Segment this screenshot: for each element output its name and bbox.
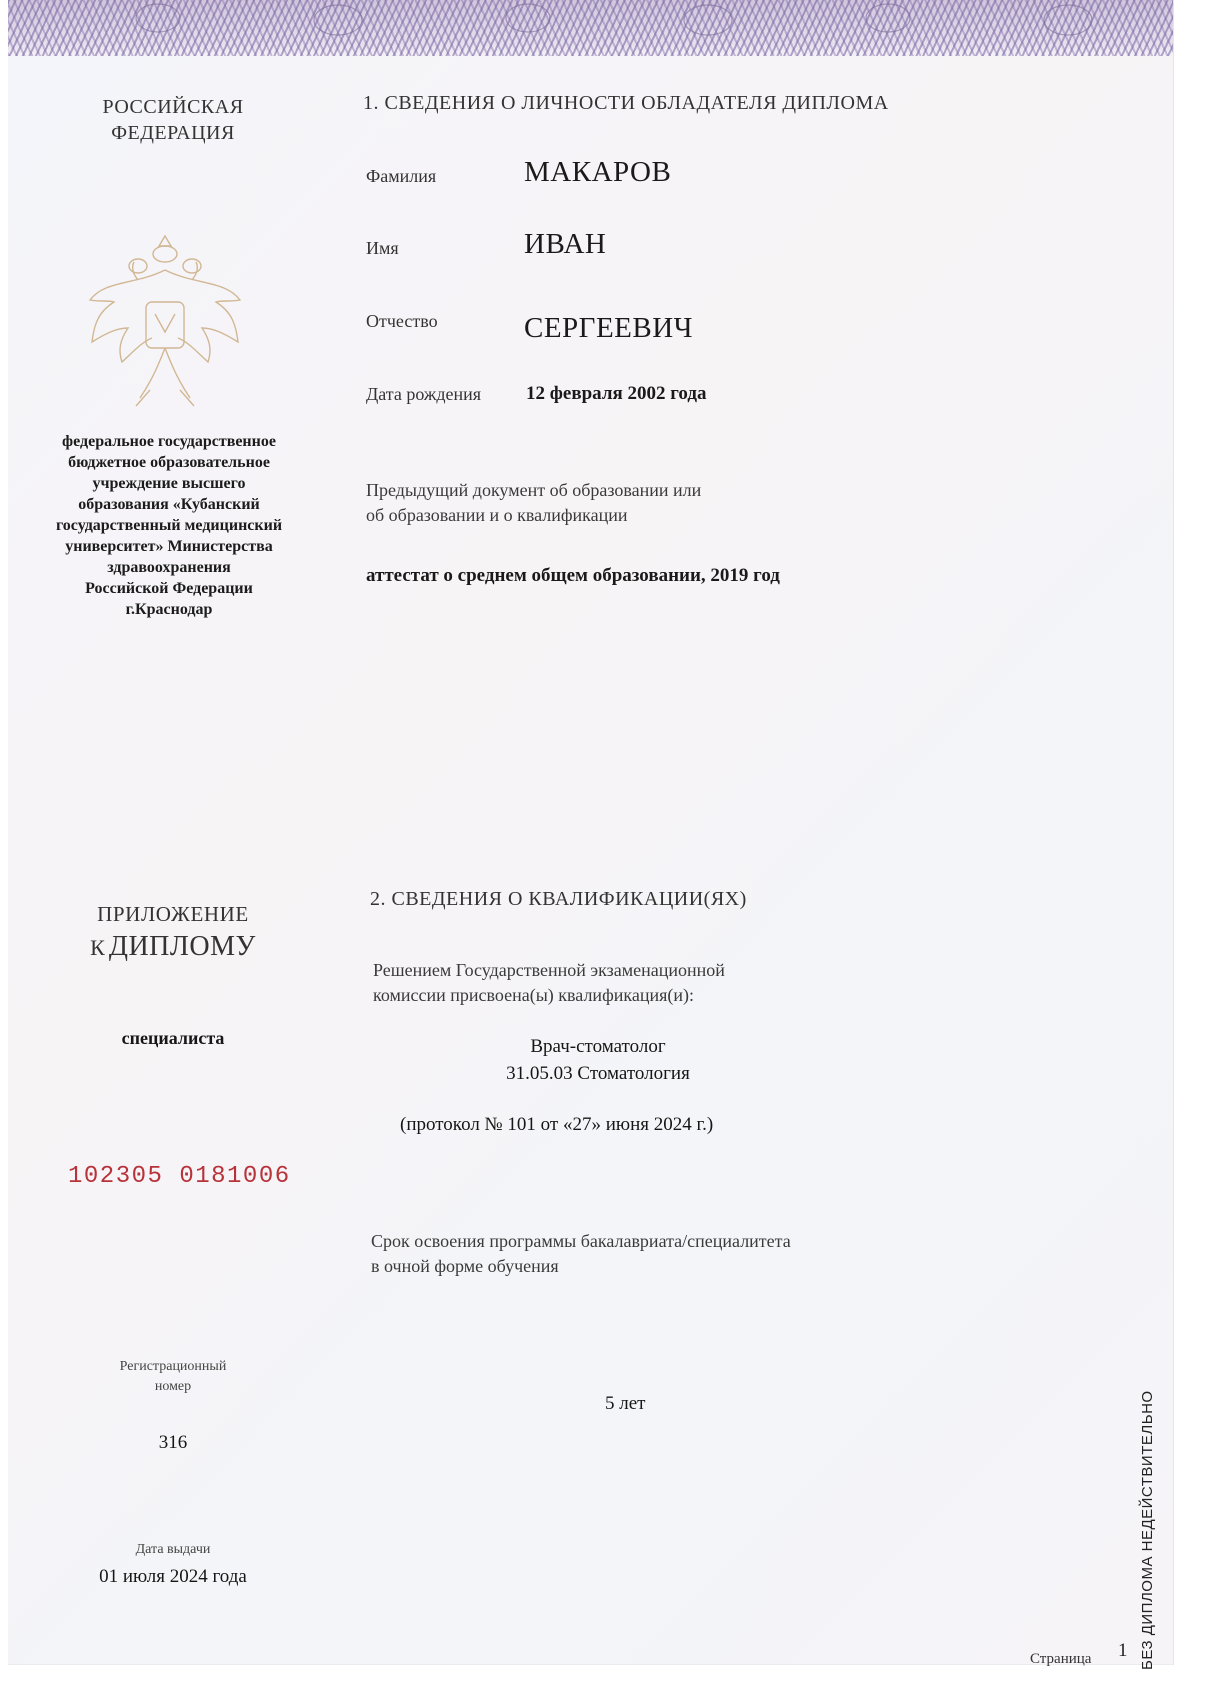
surname-label: Фамилия (366, 166, 437, 186)
specialty-value: 31.05.03 Стоматология (506, 1063, 690, 1084)
protocol-reference: (протокол № 101 от «27» июня 2024 г.) (400, 1114, 714, 1135)
name-label: Имя (366, 238, 399, 258)
study-term-label (371, 1229, 791, 1279)
page-label: Страница (1030, 1651, 1092, 1667)
russian-coat-of-arms-icon (80, 230, 250, 415)
issuing-organization (38, 431, 300, 620)
birth-date-label: Дата рождения (366, 384, 482, 404)
registration-label (68, 1357, 278, 1397)
registration-number: 316 (158, 1432, 188, 1453)
organization-line: здравоохранения (107, 559, 231, 576)
issue-date-value: 01 июля 2024 года (99, 1566, 247, 1587)
organization-line: федеральное государственное (62, 433, 276, 450)
study-term-label-line-2: в очной форме обучения (371, 1256, 559, 1276)
patronymic-value: СЕРГЕЕВИЧ (524, 312, 694, 344)
appendix-line-1: ПРИЛОЖЕНИЕ (97, 902, 249, 926)
registration-label-line-1: Регистрационный (119, 1359, 227, 1374)
page-number: 1 (1118, 1640, 1128, 1661)
qualification-block (338, 1033, 858, 1087)
organization-line: образования «Кубанский (78, 496, 260, 513)
degree-level: специалиста (121, 1028, 225, 1048)
study-duration-value: 5 лет (605, 1393, 646, 1414)
surname-value: МАКАРОВ (524, 156, 672, 188)
previous-document-label-line-2: об образовании и о квалификации (366, 505, 628, 525)
section-2-title: 2. СВЕДЕНИЯ О КВАЛИФИКАЦИИ(ЯХ) (370, 888, 747, 910)
guilloche-rosette-pattern (8, 0, 1173, 56)
appendix-title (48, 902, 298, 963)
country-line-1: РОССИЙСКАЯ (102, 96, 244, 118)
section-1-title: 1. СВЕДЕНИЯ О ЛИЧНОСТИ ОБЛАДАТЕЛЯ ДИПЛОМА (363, 92, 889, 114)
organization-line: учреждение высшего (92, 475, 246, 492)
invalid-without-diploma-notice: БЕЗ ДИПЛОМА НЕДЕЙСТВИТЕЛЬНО (1139, 1390, 1156, 1670)
name-value: ИВАН (524, 228, 607, 260)
organization-line: университет» Министерства (65, 538, 273, 555)
organization-line: Российской Федерации (85, 580, 253, 597)
appendix-main: ДИПЛОМУ (108, 931, 256, 962)
serial-number: 102305 0181006 (68, 1163, 291, 1190)
commission-decision-line-2: комиссии присвоена(ы) квалификация(и): (373, 985, 694, 1005)
country-name (68, 94, 278, 146)
birth-date-value: 12 февраля 2002 года (526, 383, 707, 404)
registration-label-line-2: номер (154, 1379, 192, 1394)
qualification-value: Врач-стоматолог (530, 1036, 666, 1057)
organization-line: бюджетное образовательное (68, 454, 270, 471)
previous-document-value: аттестат о среднем общем образовании, 2019 год (366, 565, 780, 586)
commission-decision (373, 958, 725, 1008)
patronymic-label: Отчество (366, 311, 438, 331)
appendix-prefix: К (90, 935, 105, 960)
study-term-label-line-1: Срок освоения программы бакалавриата/специалитета (371, 1231, 791, 1251)
issue-date-label: Дата выдачи (135, 1542, 211, 1557)
organization-line: государственный медицинский (55, 517, 283, 534)
appendix-line-2 (48, 931, 298, 963)
country-line-2: ФЕДЕРАЦИЯ (111, 122, 235, 144)
organization-line: г.Краснодар (125, 601, 213, 618)
commission-decision-line-1: Решением Государственной экзаменационной (373, 960, 725, 980)
previous-document-label-line-1: Предыдущий документ об образовании или (366, 480, 702, 500)
previous-document-label (366, 478, 701, 528)
diploma-appendix-sheet (8, 0, 1174, 1670)
